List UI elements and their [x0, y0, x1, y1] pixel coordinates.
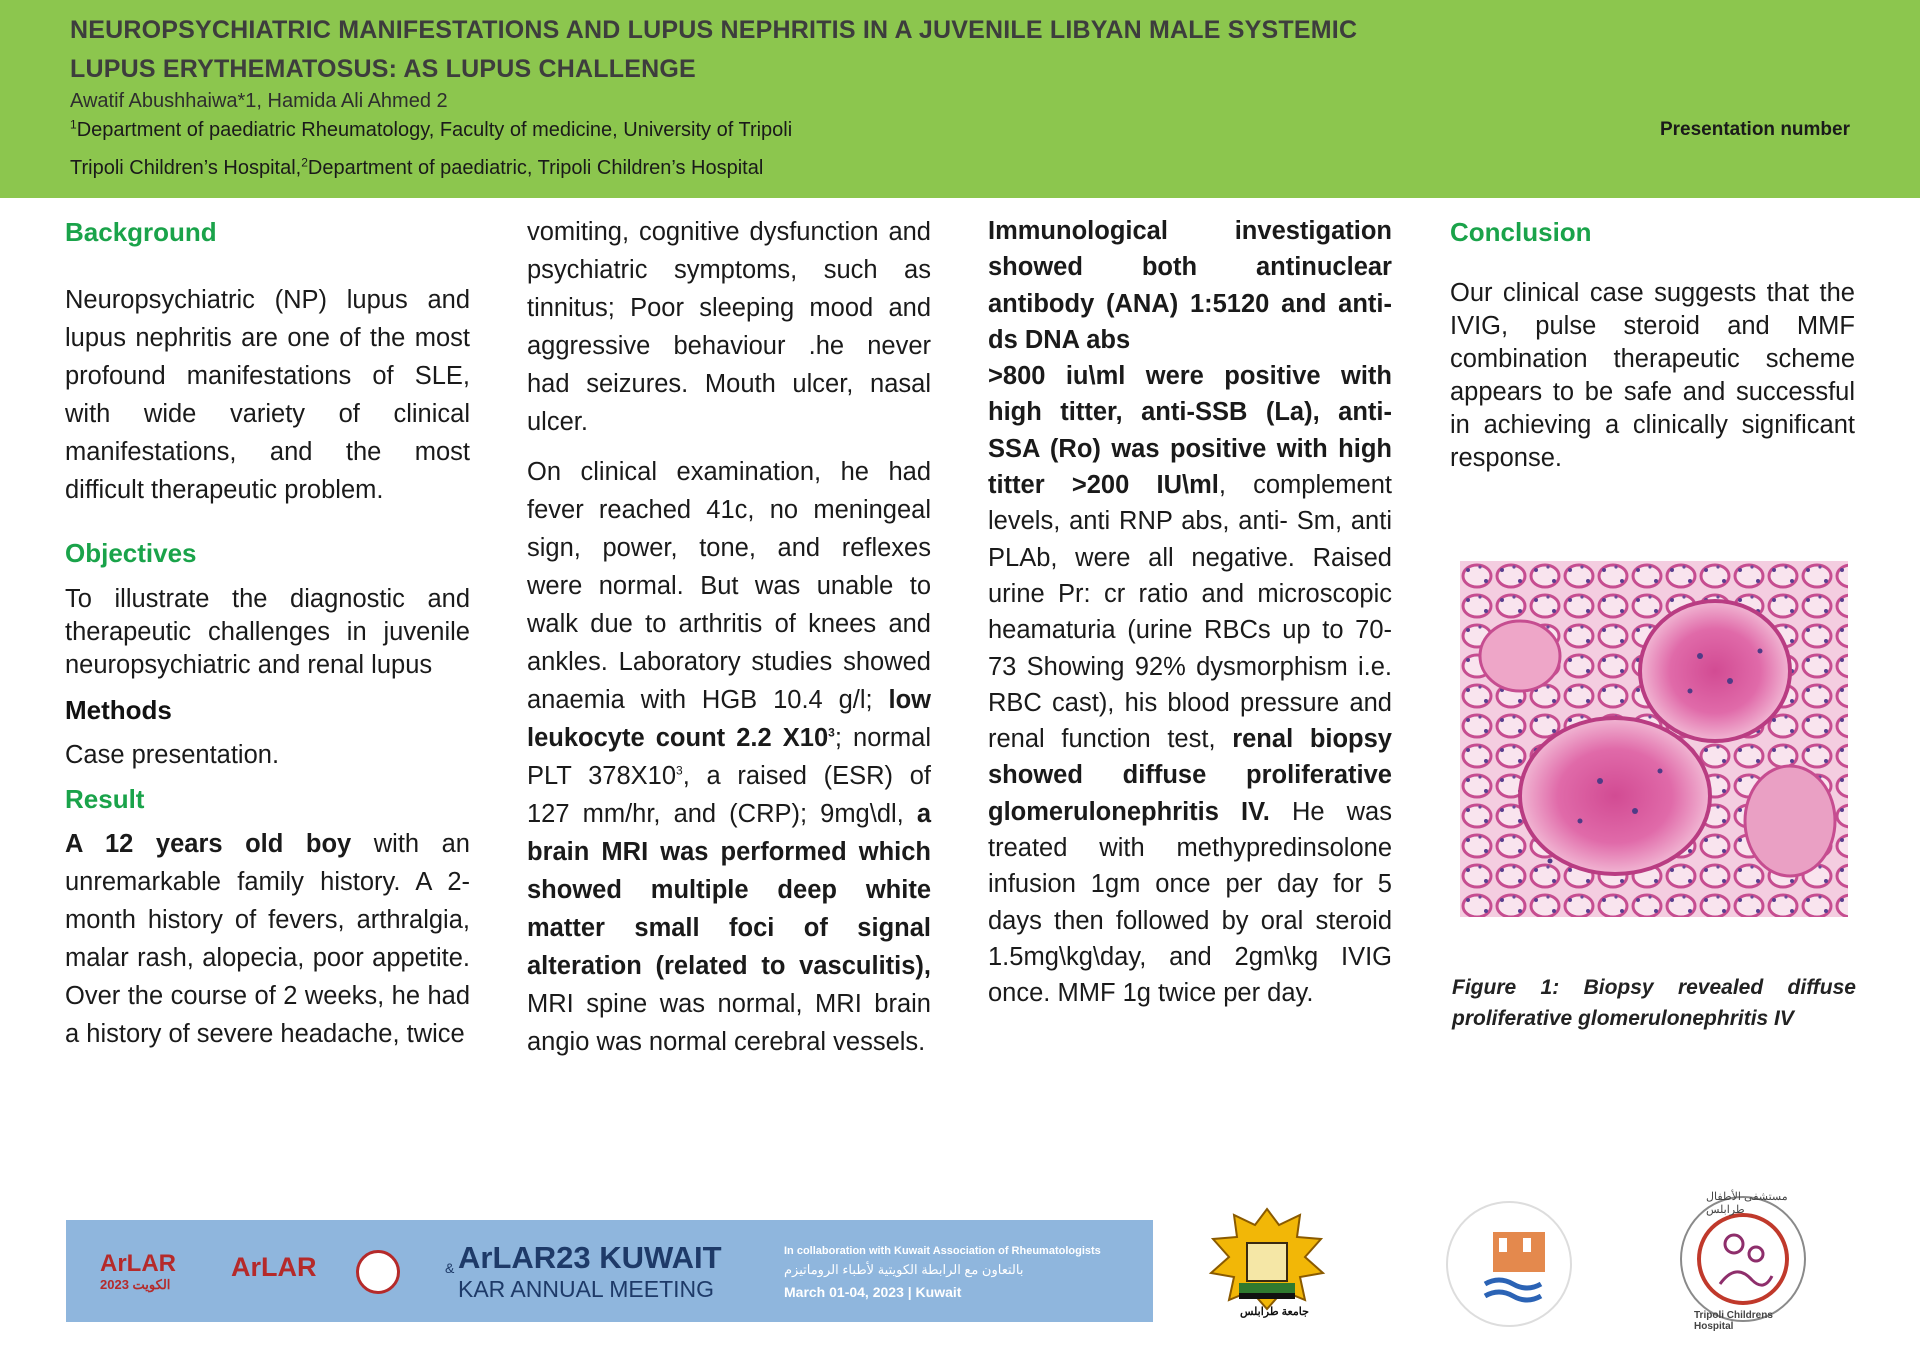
conference-banner: [66, 1220, 1153, 1322]
header-band: [0, 0, 1920, 198]
background-heading: Background: [65, 217, 217, 247]
banner-logo-arlar: ArLAR: [231, 1252, 317, 1282]
banner-title-2: KAR ANNUAL MEETING: [458, 1276, 715, 1302]
result-heading: Result: [65, 784, 145, 814]
sup-2: 2: [301, 155, 308, 170]
conclusion-heading: Conclusion: [1450, 217, 1592, 247]
exam-c: ; normal PLT 378X10: [527, 724, 931, 790]
immuno-t3: He was treated with methypredinsolone infusion 1gm once per day for 5 days then followed by oral steroid 1.5mg\kg\day, and 2gm\kg IVIG once. MMF 1g twice per day.: [988, 797, 1392, 1008]
result-text: [65, 825, 470, 1053]
immuno-t2: dysmorphism i.e. RBC cast), his blood pressure and renal function test,: [988, 652, 1392, 754]
column-3: [988, 213, 1392, 1012]
objectives-heading: Objectives: [65, 538, 197, 568]
immuno-t1: , complement levels, anti RNP abs, anti- Sm, anti PLAb, were all negative. Raised urine Pr: cr ratio and microscopic heamaturia (urine RBCs up to 70-73 Showing 92%: [988, 471, 1392, 681]
immuno-b3: renal biopsy showed diffuse proliferative glomerulonephritis IV.: [988, 725, 1392, 826]
banner-arabic: بالتعاون مع الرابطة الكويتية لأطباء الروماتيزم: [784, 1262, 1024, 1277]
banner-collab: In collaboration with Kuwait Association of Rheumatologists: [784, 1245, 1101, 1257]
result-bold: A 12 years old boy: [65, 830, 352, 858]
presentation-number: Presentation number: [1659, 119, 1850, 140]
exam-e: a brain MRI was performed which showed multiple deep white matter small foci of signal alteration (related to vasculitis),: [527, 800, 931, 980]
background-text: Neuropsychiatric (NP) lupus and lupus nephritis are one of the most profound manifestations of SLE, with wide variety of clinical manifestations, and the most difficult therapeutic problem.: [65, 286, 470, 504]
banner-title-1: ArLAR23 KUWAIT: [458, 1240, 722, 1275]
authors-text: Awatif Abushhaiwa*1, Hamida Ali Ahmed 2: [70, 90, 448, 112]
immuno-b1: Immunological investigation showed both antinuclear antibody (ANA) 1:5120 and anti-ds DNA abs: [988, 217, 1392, 354]
affiliation-1-text: Department of paediatric Rheumatology, Faculty of medicine, University of Tripoli: [76, 119, 793, 141]
result-body: with an unremarkable family history. A 2-month history of fevers, arthralgia, malar rash, alopecia, poor appetite. Over the course of 2 weeks, he had a history of severe headache, twice: [65, 830, 470, 1048]
affiliation-2b: Department of paediatric, Tripoli Children’s Hospital: [307, 157, 764, 179]
authors: [70, 90, 448, 113]
childrens-hospital-arabic: مستشفى الأطفال طرابلس: [1706, 1191, 1788, 1216]
banner-dates: March 01-04, 2023 | Kuwait: [784, 1284, 962, 1300]
immunology-text: [988, 213, 1392, 1012]
childrens-hospital-english: Tripoli Childrens Hospital: [1694, 1310, 1773, 1332]
methods-heading: Methods: [65, 695, 172, 725]
poster-title: [70, 11, 1510, 89]
affiliation-1: [70, 119, 792, 142]
figure-caption: Figure 1: Biopsy revealed diffuse proliferative glomerulonephritis IV: [1452, 976, 1856, 1030]
tripoli-childrens-hospital-logo: [1676, 1191, 1810, 1332]
biopsy-figure-image: [1460, 561, 1848, 917]
immuno-b2: >800 iu\ml were positive with high titter, anti-SSB (La), anti-SSA (Ro) was positive with high titter >200 IU\ml: [988, 362, 1392, 500]
red-crescent-hospital-logo: [1443, 1198, 1575, 1330]
affiliation-2: [70, 157, 763, 180]
column-2: [527, 213, 931, 1061]
exam-a: On clinical examination, he had fever reached 41c, no meningeal sign, power, tone, and reflexes were normal. But was unable to walk due to arthritis of knees and ankles. Laboratory studies showed anaemia with HGB 10.4 g/l;: [527, 458, 931, 714]
university-of-tripoli-logo: [1205, 1205, 1330, 1320]
title-line-2: LUPUS ERYTHEMATOSUS: AS LUPUS CHALLENGE: [70, 55, 696, 83]
objectives-text: To illustrate the diagnostic and therapeutic challenges in juvenile neuropsychiatric and renal lupus: [65, 585, 470, 679]
banner-logo-1-sub: 2023 الكويت: [100, 1277, 171, 1292]
conclusion-text: Our clinical case suggests that the IVIG, pulse steroid and MMF combination therapeutic scheme appears to be safe and successful in achieving a clinically significant response.: [1450, 279, 1855, 472]
affiliation-2a: Tripoli Children’s Hospital,: [70, 157, 302, 179]
university-logo-label: جامعة طرابلس: [1240, 1306, 1309, 1318]
exam-b: low leukocyte count 2.2 X10: [527, 686, 931, 752]
exam-d: , a raised (ESR) of 127 mm/hr, and (CRP); 9mg\dl,: [527, 762, 931, 828]
methods-text: Case presentation.: [65, 741, 280, 769]
banner-emblem-icon: [356, 1250, 400, 1294]
clinical-exam-text: [527, 453, 931, 1061]
banner-amp: &: [445, 1260, 455, 1276]
red-crescent-icon: [1443, 1198, 1575, 1330]
exam-sup-1: 3: [828, 725, 835, 740]
column-1: [65, 213, 470, 1053]
banner-logo-arlar-2023: [100, 1250, 176, 1292]
sup-1: 1: [70, 117, 77, 132]
column-4: [1450, 213, 1855, 475]
exam-sup-2: 3: [676, 763, 683, 778]
university-seal-icon: [1205, 1205, 1330, 1320]
title-line-1: NEUROPSYCHIATRIC MANIFESTATIONS AND LUPUS NEPHRITIS IN A JUVENILE LIBYAN MALE SYSTEMIC: [70, 16, 1358, 44]
result-continued: vomiting, cognitive dysfunction and psychiatric symptoms, such as tinnitus; Poor sleeping mood and aggressive behaviour .he never had seizures. Mouth ulcer, nasal ulcer.: [527, 218, 931, 436]
exam-f: MRI spine was normal, MRI brain angio was normal cerebral vessels.: [527, 990, 931, 1056]
banner-logo-1-text: ArLAR: [100, 1250, 176, 1277]
